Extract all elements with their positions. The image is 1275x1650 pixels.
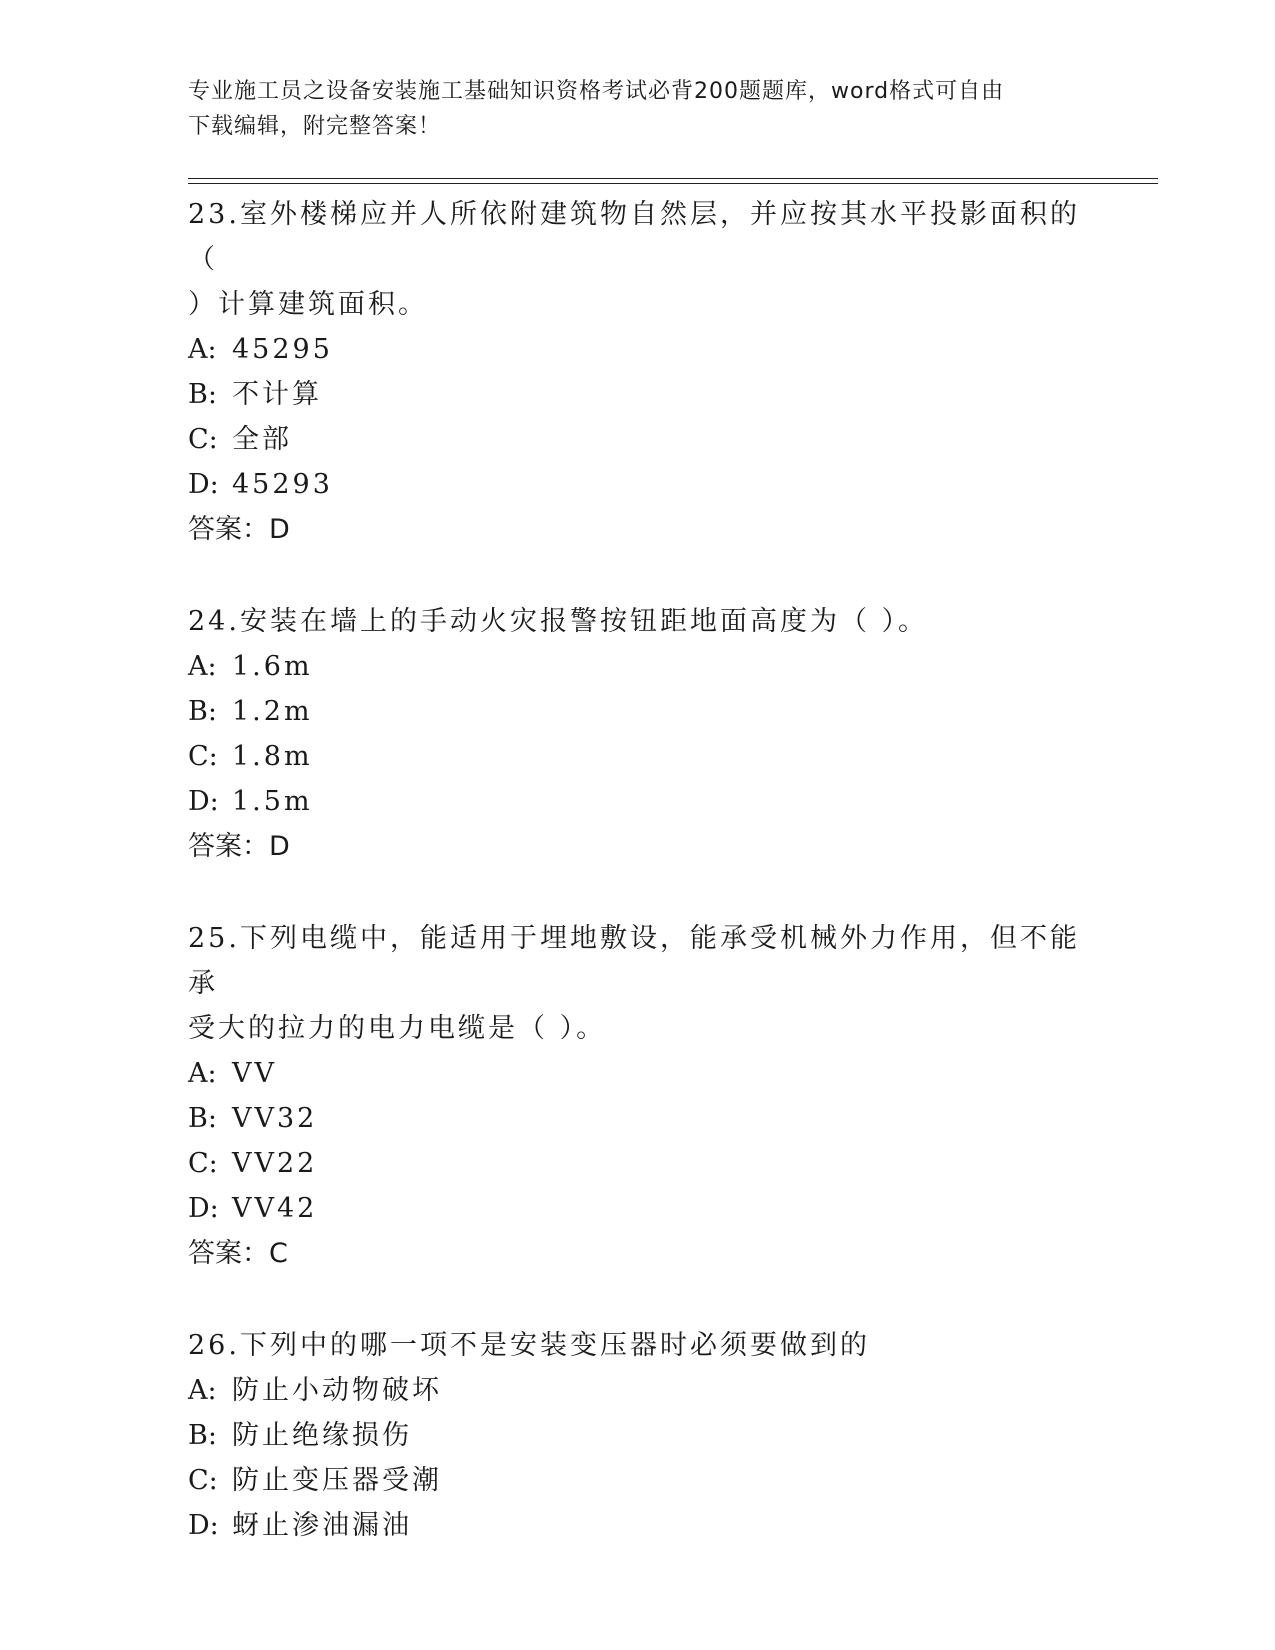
option-c	[188, 1458, 1088, 1503]
option-c	[188, 417, 1088, 462]
answer-label: 答案：	[188, 831, 269, 862]
option-text: 1.5m	[232, 786, 313, 817]
option-key: C:	[188, 1465, 218, 1496]
option-key: C:	[188, 741, 218, 772]
option-text: 45295	[232, 334, 333, 365]
option-key: C:	[188, 424, 218, 455]
option-text: 防止变压器受潮	[232, 1465, 442, 1496]
option-text: VV	[232, 1058, 277, 1089]
question-26	[188, 1323, 1088, 1548]
option-key: D:	[188, 469, 219, 500]
option-d	[188, 779, 1088, 824]
question-stem-line: 23.室外楼梯应并人所依附建筑物自然层，并应按其水平投影面积的（	[188, 199, 1080, 275]
option-d	[188, 1186, 1088, 1231]
header-divider-top	[188, 178, 1158, 179]
option-b	[188, 689, 1088, 734]
option-text: VV32	[232, 1103, 318, 1134]
option-text: 45293	[232, 469, 333, 500]
option-key: B:	[188, 1103, 217, 1134]
option-key: A:	[188, 1375, 217, 1406]
header-line-1: 专业施工员之设备安装施工基础知识资格考试必背200题题库，word格式可自由	[188, 79, 1005, 104]
option-key: A:	[188, 651, 217, 682]
question-stem-line: 26.下列中的哪一项不是安装变压器时必须要做到的	[188, 1330, 870, 1361]
question-spacer	[188, 1276, 1088, 1323]
option-text: 不计算	[232, 379, 322, 410]
option-c	[188, 734, 1088, 779]
option-b	[188, 1096, 1088, 1141]
answer-line	[188, 1231, 1088, 1276]
question-spacer	[188, 869, 1088, 916]
option-key: C:	[188, 1148, 218, 1179]
option-key: B:	[188, 379, 217, 410]
option-a	[188, 327, 1088, 372]
question-23	[188, 192, 1088, 552]
question-stem-line: 25.下列电缆中，能适用于埋地敷设，能承受机械外力作用，但不能承	[188, 923, 1080, 999]
option-key: D:	[188, 1510, 219, 1541]
option-b	[188, 1413, 1088, 1458]
question-spacer	[188, 552, 1088, 599]
option-b	[188, 372, 1088, 417]
option-key: B:	[188, 1420, 217, 1451]
answer-line	[188, 824, 1088, 869]
option-d	[188, 1503, 1088, 1548]
option-a	[188, 644, 1088, 689]
option-a	[188, 1368, 1088, 1413]
header-line-2: 下载编辑，附完整答案！	[188, 114, 442, 139]
question-stem-line: 受大的拉力的电力电缆是（ ）。	[188, 1013, 607, 1044]
option-text: VV22	[232, 1148, 318, 1179]
option-c	[188, 1141, 1088, 1186]
answer-label: 答案：	[188, 514, 269, 545]
option-d	[188, 462, 1088, 507]
option-key: B:	[188, 696, 217, 727]
option-text: 全部	[232, 424, 292, 455]
option-text: 1.8m	[232, 741, 313, 772]
option-text: 防止小动物破坏	[232, 1375, 442, 1406]
question-24	[188, 599, 1088, 869]
document-header	[188, 74, 1068, 144]
option-text: 蚜止渗油漏油	[232, 1510, 412, 1541]
answer-line	[188, 507, 1088, 552]
option-text: 1.2m	[232, 696, 313, 727]
question-stem-line: ）计算建筑面积。	[188, 289, 428, 320]
question-stem-line: 24.安装在墙上的手动火灾报警按钮距地面高度为（ ）。	[188, 606, 929, 637]
option-text: 1.6m	[232, 651, 313, 682]
answer-value: D	[269, 831, 290, 862]
option-key: D:	[188, 786, 219, 817]
answer-value: D	[269, 514, 290, 545]
option-a	[188, 1051, 1088, 1096]
option-key: A:	[188, 1058, 217, 1089]
header-divider-bottom	[188, 183, 1158, 184]
option-key: D:	[188, 1193, 219, 1224]
question-list	[188, 192, 1088, 1548]
question-25	[188, 916, 1088, 1276]
option-text: 防止绝缘损伤	[232, 1420, 412, 1451]
option-key: A:	[188, 334, 217, 365]
option-text: VV42	[232, 1193, 318, 1224]
answer-value: C	[269, 1238, 288, 1269]
answer-label: 答案：	[188, 1238, 269, 1269]
